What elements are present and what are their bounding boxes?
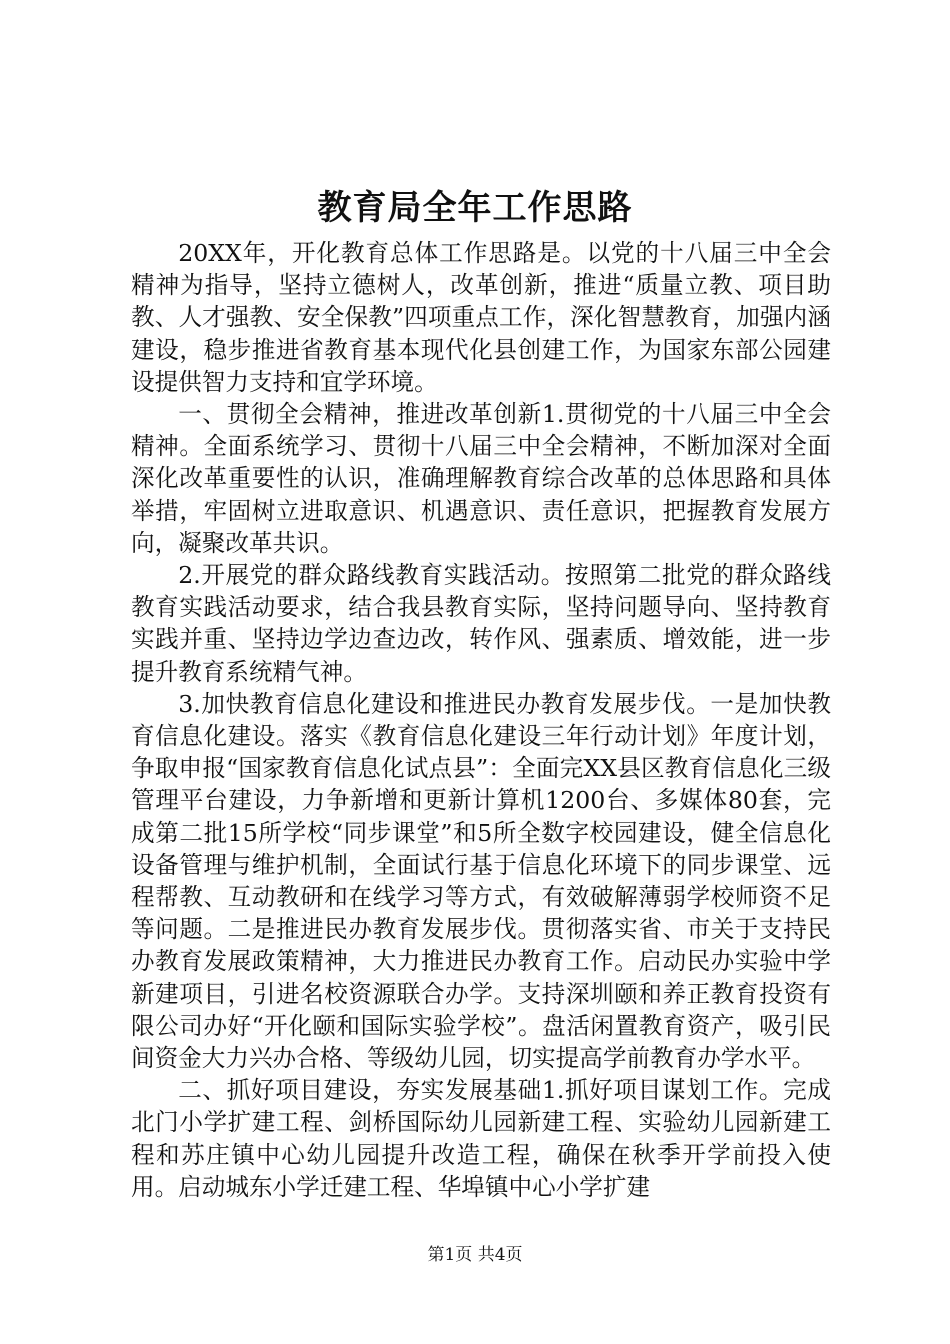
page-number-footer: 第1页 共4页 [427,1245,523,1265]
paragraph-section-2: 二、抓好项目建设，夯实发展基础1.抓好项目谋划工作。完成北门小学扩建工程、剑桥国际幼儿园新建工程、实验幼儿园新建工程和苏庄镇中心幼儿园提升改造工程，确保在秋季开学前投入使用。启动城东小学迁建工程、华埠镇中心小学扩建 [131,1076,831,1201]
paragraph-intro: 20XX年，开化教育总体工作思路是。以党的十八届三中全会精神为指导，坚持立德树人，改革创新，推进“质量立教、项目助教、人才强教、安全保教”四项重点工作，深化智慧教育，加强内涵建设，稳步推进省教育基本现代化县创建工作，为国家东部公园建设提供智力支持和宜学环境。 [131,239,831,396]
document-title: 教育局全年工作思路 [317,188,633,228]
paragraph-item-3: 3.加快教育信息化建设和推进民办教育发展步伐。一是加快教育信息化建设。落实《教育信息化建设三年行动计划》年度计划，争取申报“国家教育信息化试点县”：全面完XX县区教育信息化三级管理平台建设，力争新增和更新计算机1200台、多媒体80套，完成第二批15所学校“同步课堂”和5所全数字校园建设，健全信息化设备管理与维护机制，全面试行基于信息化环境下的同步课堂、远程帮教、互动教研和在线学习等方式，有效破解薄弱学校师资不足等问题。二是推进民办教育发展步伐。贯彻落实省、市关于支持民办教育发展政策精神，大力推进民办教育工作。启动民办实验中学新建项目，引进名校资源联合办学。支持深圳颐和养正教育投资有限公司办好“开化颐和国际实验学校”。盘活闲置教育资产，吸引民间资金大力兴办合格、等级幼儿园，切实提高学前教育办学水平。 [131,689,831,1073]
document-body [131,237,831,1203]
paragraph-item-2: 2.开展党的群众路线教育实践活动。按照第二批党的群众路线教育实践活动要求，结合我县教育实际，坚持问题导向、坚持教育实践并重、坚持边学边查边改，转作风、强素质、增效能，进一步提升教育系统精气神。 [131,561,831,686]
paragraph-section-1: 一、贯彻全会精神，推进改革创新1.贯彻党的十八届三中全会精神。全面系统学习、贯彻十八届三中全会精神，不断加深对全面深化改革重要性的认识，准确理解教育综合改革的总体思路和具体举措，牢固树立进取意识、机遇意识、责任意识，把握教育发展方向，凝聚改革共识。 [131,400,831,557]
